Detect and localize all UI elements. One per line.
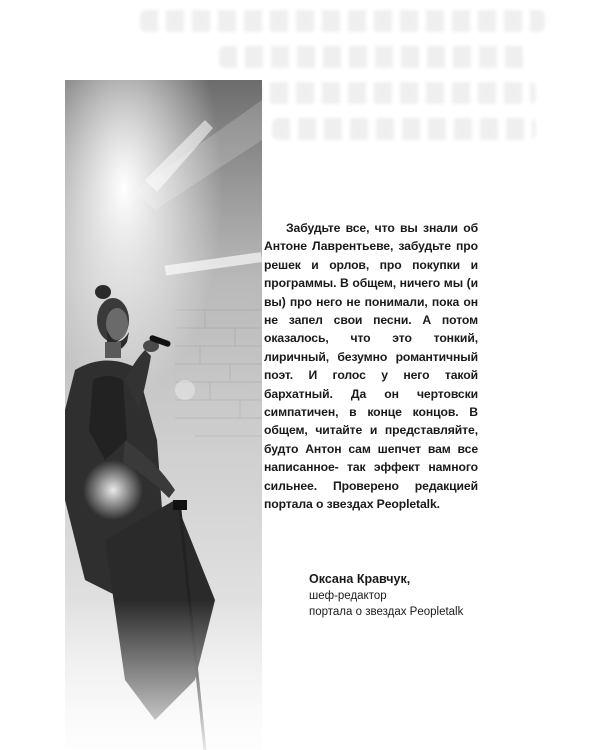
author-role: шеф-редактор: [309, 589, 387, 602]
author-outlet: портала о звездах Peopletalk: [309, 606, 464, 618]
signature-block: [309, 571, 509, 621]
article-text: Забудьте все, что вы знали об Антоне Лаврентьеве, забудьте про решек и орлов, про покупки и программы. В общем, ничего мы (и вы) про него не понимали, пока он не запел свои песни. А потом оказалось, что это тонкий, лиричный, безумно романтичный поэт. И голос у него такой бархатный. Да он чертовски симпатичен, в конце концов. В общем, читайте и представляйте, будто Антон сам шепчет вам все написанное- так эффект намного сильнее. Проверено редакцией портала о звездах Peopletalk.: [264, 221, 478, 512]
singer-photo: [65, 80, 262, 750]
author-name: Оксана Кравчук,: [309, 572, 411, 586]
